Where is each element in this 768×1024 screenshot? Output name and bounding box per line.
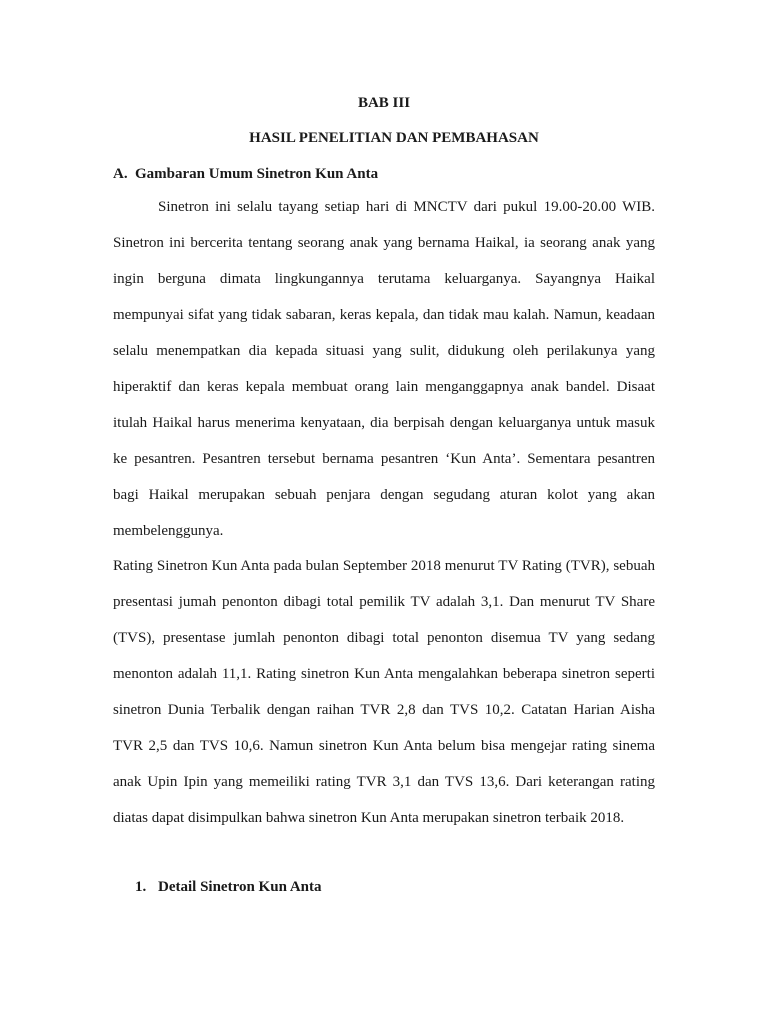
- chapter-title: HASIL PENELITIAN DAN PEMBAHASAN: [249, 130, 539, 146]
- section-marker: A.: [113, 166, 128, 182]
- subsection-title: Detail Sinetron Kun Anta: [158, 879, 322, 895]
- section-heading: [113, 164, 378, 184]
- paragraph-description: Sinetron ini selalu tayang setiap hari di MNCTV dari pukul 19.00-20.00 WIB. Sinetron ini bercerita tentang seorang anak yang bernama Haikal, ia seorang anak yang ingin berguna dimata lingkungannya terutama keluarganya. Sayangnya Haikal mempunyai sifat yang tidak sabaran, keras kepala, dan tidak mau kalah. Namun, keadaan selalu menempatkan dia kepada situasi yang sulit, didukung oleh perilakunya yang hiperaktif dan keras kepala membuat orang lain menganggapnya anak bandel. Disaat itulah Haikal harus menerima kenyataan, dia berpisah dengan keluarganya untuk masuk ke pesantren. Pesantren tersebut bernama pesantren ‘Kun Anta’. Sementara pesantren bagi Haikal merupakan sebuah penjara dengan segudang aturan kolot yang akan membelenggunya.: [113, 199, 655, 539]
- chapter-number: BAB III: [357, 95, 411, 111]
- subsection-heading: [135, 877, 322, 897]
- section-title: Gambaran Umum Sinetron Kun Anta: [135, 166, 379, 182]
- subsection-marker: 1.: [135, 879, 147, 895]
- paragraph-rating: Rating Sinetron Kun Anta pada bulan September 2018 menurut TV Rating (TVR), sebuah presentasi jumah penonton dibagi total pemilik TV adalah 3,1. Dan menurut TV Share (TVS), presentase jumlah penonton dibagi total penonton disemua TV yang sedang menonton adalah 11,1. Rating sinetron Kun Anta mengalahkan beberapa sinetron seperti sinetron Dunia Terbalik dengan raihan TVR 2,8 dan TVS 10,2. Catatan Harian Aisha TVR 2,5 dan TVS 10,6. Namun sinetron Kun Anta belum bisa mengejar rating sinema anak Upin Ipin yang memeiliki rating TVR 3,1 dan TVS 13,6. Dari keterangan rating diatas dapat disimpulkan bahwa sinetron Kun Anta merupakan sinetron terbaik 2018.: [113, 558, 655, 826]
